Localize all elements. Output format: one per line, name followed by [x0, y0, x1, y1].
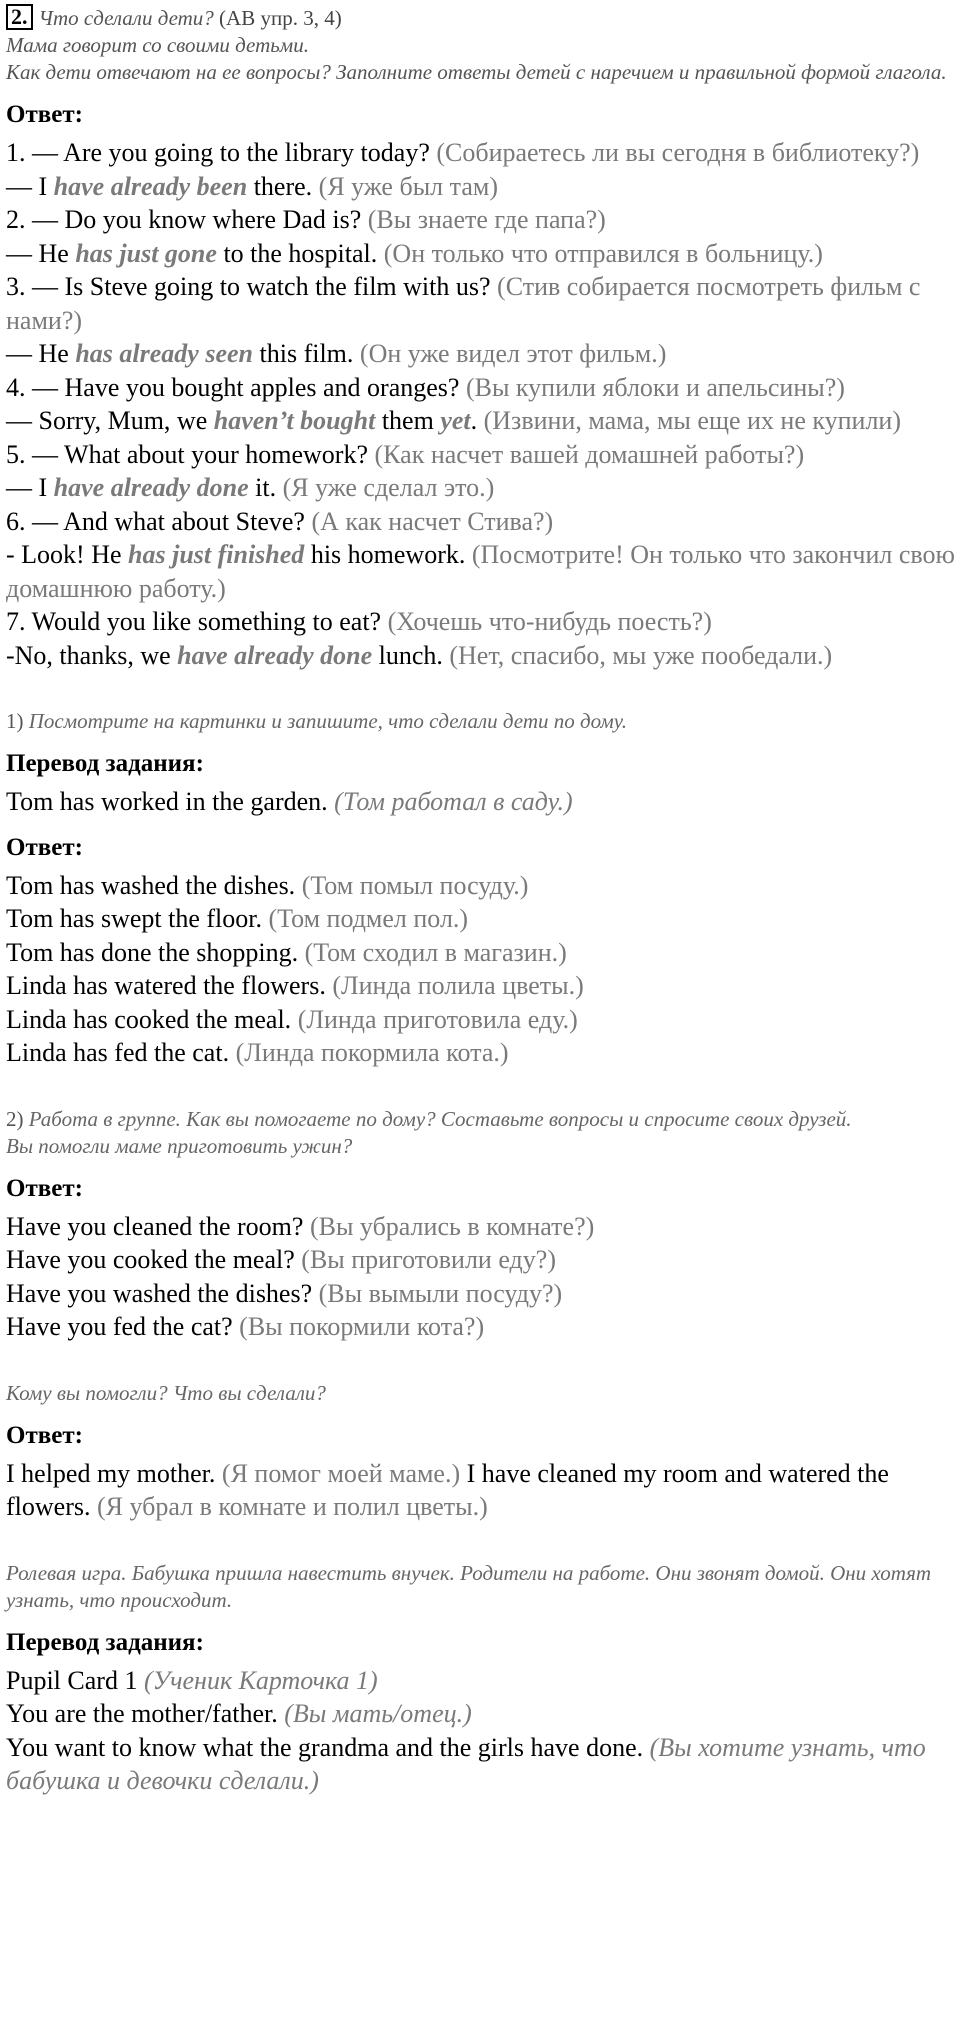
section-1-task — [6, 708, 960, 735]
russian-translation: (Вы убрались в комнате?) — [309, 1211, 595, 1241]
answer-label: Ответ: — [6, 1174, 83, 1202]
russian-translation: (Ученик Карточка 1) — [143, 1665, 378, 1695]
answer-text: Pupil Card 1 — [6, 1665, 138, 1695]
line-text: -No, thanks, we — [6, 640, 178, 670]
line-text: it. — [248, 473, 277, 502]
section-2-number: 2) — [6, 1106, 24, 1131]
verb-form: has just gone — [75, 238, 217, 268]
russian-translation: (Он только что отправился в больницу.) — [383, 238, 823, 268]
answer-line — [6, 1003, 960, 1037]
answer-text: You are the mother/father. — [6, 1699, 278, 1728]
russian-translation: (Хочешь что-нибудь поесть?) — [387, 607, 712, 636]
line-text: 3. — Is Steve going to watch the film with us? — [6, 272, 491, 301]
russian-translation: (Вы купили яблоки и апельсины?) — [465, 372, 845, 402]
translation-line — [6, 785, 960, 819]
answer-text: Linda has watered the flowers. — [6, 971, 326, 1000]
verb-form: have already done — [177, 640, 373, 670]
answer-label: Ответ: — [6, 1421, 83, 1449]
line-text: to the hospital. — [216, 238, 378, 268]
answer-text: Have you washed the dishes? — [6, 1278, 313, 1308]
exercise-intro-line-2: Как дети отвечают на ее вопросы? Заполните ответы детей с наречием и правильной формой глагола. — [6, 60, 947, 84]
section-4-task: Ролевая игра. Бабушка пришла навестить внучек. Родители на работе. Они звонят домой. Они хотят узнать, что происходит. — [6, 1560, 932, 1612]
line-text: - Look! He — [6, 540, 129, 569]
answer-line — [6, 1277, 960, 1311]
answer-line — [6, 869, 960, 903]
translation-label: Перевод задания: — [6, 750, 204, 777]
exercise-number: 2. — [6, 4, 33, 30]
dialogue-answers — [6, 136, 960, 672]
answer-line — [6, 1664, 960, 1698]
section-2-task-text: Работа в группе. Как вы помогаете по дому? Составьте вопросы и спросите своих друзей. — [28, 1106, 852, 1131]
line-text: his homework. — [304, 540, 466, 569]
verb-form: have already been — [53, 171, 248, 201]
section-4 — [6, 1560, 960, 1798]
answer-line — [6, 1243, 960, 1277]
dialogue-line — [6, 605, 960, 639]
answer-text: Tom has washed the dishes. — [6, 870, 296, 900]
russian-translation: (Вы знаете где папа?) — [367, 205, 606, 234]
section-2-task-2: Вы помогли маме приготовить ужин? — [6, 1133, 353, 1158]
verb-form: has just finished — [128, 540, 305, 569]
russian-translation: (Собираетесь ли вы сегодня в библиотеку?) — [436, 138, 920, 167]
line-text: them — [375, 406, 441, 435]
line-text: 4. — Have you bought apples and oranges? — [6, 372, 460, 402]
dialogue-line — [6, 270, 960, 337]
russian-translation: (Нет, спасибо, мы уже пообедали.) — [449, 640, 833, 670]
line-text: 7. Would you like something to eat? — [6, 607, 382, 636]
answer-label: Ответ: — [6, 101, 83, 128]
line-text: 1. — Are you going to the library today? — [6, 138, 430, 167]
line-text: — He — [6, 238, 76, 268]
russian-translation: (Я уже сделал это.) — [282, 473, 495, 502]
dialogue-line — [6, 337, 960, 371]
line-text: — Sorry, Mum, we — [6, 406, 214, 435]
section-1 — [6, 708, 960, 1070]
russian-translation: (Вы покормили кота?) — [239, 1312, 485, 1341]
dialogue-line — [6, 639, 960, 673]
section-3-task: Кому вы помогли? Что вы сделали? — [6, 1380, 326, 1405]
verb-form: yet — [440, 406, 471, 435]
answer-line — [6, 902, 960, 936]
exercise-title: Что сделали дети? — [38, 6, 214, 30]
answer-line — [6, 969, 960, 1003]
answer-line — [6, 1036, 960, 1070]
answer-text: Have you fed the cat? — [6, 1312, 233, 1341]
answer-text: Tom has done the shopping. — [6, 937, 299, 967]
line-text: 2. — Do you know where Dad is? — [6, 205, 362, 234]
dialogue-line — [6, 404, 960, 438]
russian-translation: (Он уже видел этот фильм.) — [359, 339, 667, 368]
answer-text: Linda has fed the cat. — [6, 1038, 230, 1067]
russian-translation: (Линда покормила кота.) — [235, 1038, 509, 1067]
answer-line — [6, 1210, 960, 1244]
dialogue-line — [6, 371, 960, 405]
russian-translation: (Том помыл посуду.) — [301, 870, 529, 900]
section-2-task — [6, 1106, 960, 1133]
line-text: — He — [6, 339, 76, 368]
russian-translation: (Как насчет вашей домашней работы?) — [374, 439, 805, 469]
section-3 — [6, 1380, 960, 1524]
answer-text: Linda has cooked the meal. — [6, 1004, 292, 1034]
russian-translation: (Линда приготовила еду.) — [297, 1004, 578, 1034]
dialogue-line — [6, 237, 960, 271]
verb-form: has already seen — [75, 339, 253, 368]
answer-line — [6, 1697, 960, 1731]
dialogue-line — [6, 471, 960, 505]
section-3-answer: I helped my mother. (Я помог моей маме.) I have cleaned my room and watered the flowers. (Я убрал в комнате и полил цветы.) — [6, 1458, 889, 1521]
line-text: 6. — And what about Steve? — [6, 506, 305, 536]
russian-translation: (Вы мать/отец.) — [284, 1699, 472, 1728]
dialogue-line — [6, 136, 960, 170]
line-text: . — [470, 406, 478, 435]
line-text: there. — [247, 171, 313, 201]
translation-label: Перевод задания: — [6, 1628, 204, 1656]
russian-translation: (Вы вымыли посуду?) — [318, 1278, 563, 1308]
russian-translation: (Том сходил в магазин.) — [304, 937, 567, 967]
verb-form: haven’t bought — [213, 406, 376, 435]
answer-line — [6, 1310, 960, 1344]
answer-text: Tom has swept the floor. — [6, 904, 262, 933]
russian-translation: (Линда полила цветы.) — [332, 971, 584, 1000]
exercise-header — [6, 0, 960, 32]
verb-form: have already done — [53, 473, 249, 502]
answer-text: Have you cleaned the room? — [6, 1211, 304, 1241]
section-4-lines — [6, 1664, 960, 1798]
exercise-intro-line-1: Мама говорит со своими детьми. — [6, 33, 309, 57]
section-1-answers — [6, 869, 960, 1070]
answer-text: You want to know what the grandma and the girls have done. — [6, 1732, 644, 1762]
exercise-source: (AB упр. 3, 4) — [219, 6, 342, 30]
russian-translation: (Стив собирается посмотреть фильм с нами?) — [6, 272, 921, 335]
answer-line — [6, 1731, 960, 1798]
line-text: — I — [6, 171, 54, 201]
line-text: lunch. — [372, 640, 443, 670]
dialogue-line — [6, 538, 960, 605]
dialogue-line — [6, 203, 960, 237]
section-1-number: 1) — [6, 709, 24, 733]
section-2-answers — [6, 1210, 960, 1344]
russian-translation: (Вы приготовили еду?) — [301, 1245, 556, 1274]
dialogue-line — [6, 438, 960, 472]
line-text: 5. — What about your homework? — [6, 439, 368, 469]
answer-line — [6, 936, 960, 970]
dialogue-line — [6, 505, 960, 539]
russian-translation: (А как насчет Стива?) — [311, 506, 554, 536]
section-2 — [6, 1106, 960, 1344]
russian-translation: (Я уже был там) — [318, 171, 498, 201]
line-text: this film. — [253, 339, 354, 368]
russian-translation: (Посмотрите! Он только что закончил свою домашнюю работу.) — [6, 540, 955, 603]
answer-label: Ответ: — [6, 833, 83, 861]
russian-translation: (Вы хотите узнать, что бабушка и девочки сделали.) — [6, 1732, 926, 1795]
line-text: — I — [6, 473, 54, 502]
translation-russian: (Том работал в саду.) — [334, 787, 573, 816]
answer-text: Have you cooked the meal? — [6, 1245, 295, 1274]
translation-text: Tom has worked in the garden. — [6, 787, 328, 816]
section-1-task-text: Посмотрите на картинки и запишите, что сделали дети по дому. — [28, 709, 627, 733]
russian-translation: (Том подмел пол.) — [268, 904, 469, 933]
russian-translation: (Извини, мама, мы еще их не купили) — [483, 406, 902, 435]
dialogue-line — [6, 170, 960, 204]
